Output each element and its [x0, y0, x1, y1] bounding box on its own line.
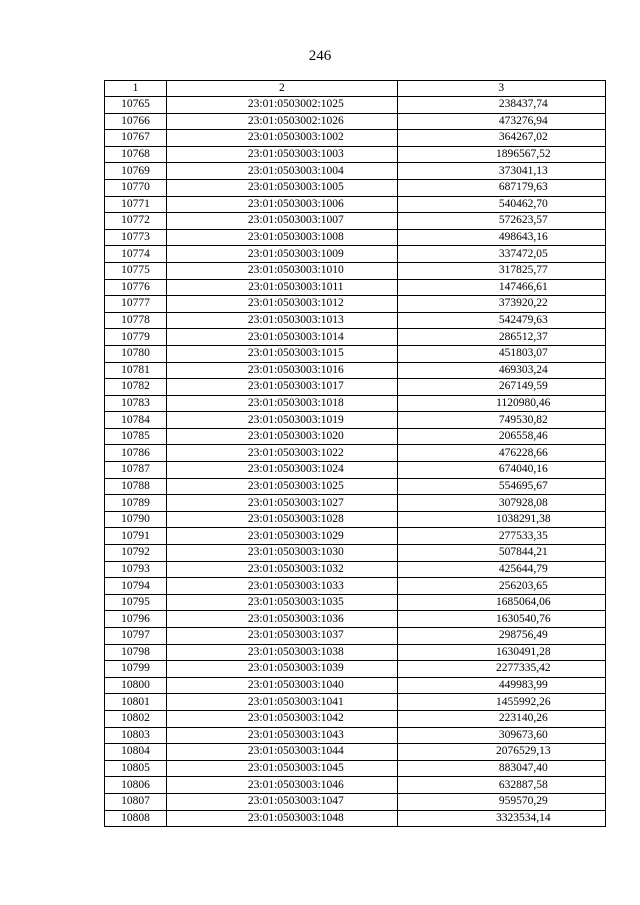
row-number-cell: 10803 — [105, 727, 167, 744]
value-cell: 238437,74 — [397, 97, 605, 114]
value-cell: 674040,16 — [397, 462, 605, 479]
cadastral-number-cell: 23:01:0503003:1042 — [167, 710, 397, 727]
table-row — [105, 710, 606, 727]
row-number-cell: 10777 — [105, 296, 167, 313]
table-row — [105, 246, 606, 263]
value-cell: 1038291,38 — [397, 511, 605, 528]
page-number: 246 — [308, 48, 332, 64]
row-number-cell: 10769 — [105, 163, 167, 180]
row-number-cell: 10768 — [105, 146, 167, 163]
value-cell: 451803,07 — [397, 345, 605, 362]
row-number-cell: 10800 — [105, 677, 167, 694]
row-number-cell: 10797 — [105, 628, 167, 645]
row-number-cell: 10773 — [105, 229, 167, 246]
cadastral-number-cell: 23:01:0503003:1019 — [167, 412, 397, 429]
cadastral-number-cell: 23:01:0503003:1006 — [167, 196, 397, 213]
table-row — [105, 744, 606, 761]
cadastral-number-cell: 23:01:0503003:1013 — [167, 312, 397, 329]
cadastral-number-cell: 23:01:0503003:1048 — [167, 810, 397, 827]
cadastral-number-cell: 23:01:0503002:1025 — [167, 97, 397, 114]
table-row — [105, 694, 606, 711]
table-row — [105, 760, 606, 777]
row-number-cell: 10775 — [105, 262, 167, 279]
table-row — [105, 810, 606, 827]
value-cell: 449983,99 — [397, 677, 605, 694]
value-cell: 1120980,46 — [397, 395, 605, 412]
cadastral-number-cell: 23:01:0503003:1017 — [167, 379, 397, 396]
value-cell: 373041,13 — [397, 163, 605, 180]
cadastral-number-cell: 23:01:0503003:1012 — [167, 296, 397, 313]
value-cell: 425644,79 — [397, 561, 605, 578]
table-row — [105, 196, 606, 213]
table-row — [105, 345, 606, 362]
value-cell: 307928,08 — [397, 495, 605, 512]
table-header-row — [105, 81, 606, 97]
row-number-cell: 10778 — [105, 312, 167, 329]
table-row — [105, 229, 606, 246]
row-number-cell: 10794 — [105, 578, 167, 595]
value-cell: 317825,77 — [397, 262, 605, 279]
table-row — [105, 428, 606, 445]
value-cell: 2277335,42 — [397, 661, 605, 678]
table-row — [105, 644, 606, 661]
row-number-cell: 10796 — [105, 611, 167, 628]
cadastral-number-cell: 23:01:0503003:1003 — [167, 146, 397, 163]
value-cell: 267149,59 — [397, 379, 605, 396]
cadastral-number-cell: 23:01:0503003:1045 — [167, 760, 397, 777]
table-row — [105, 395, 606, 412]
value-cell: 2076529,13 — [397, 744, 605, 761]
row-number-cell: 10806 — [105, 777, 167, 794]
table-row — [105, 561, 606, 578]
cadastral-number-cell: 23:01:0503003:1007 — [167, 213, 397, 230]
table-row — [105, 379, 606, 396]
value-cell: 223140,26 — [397, 710, 605, 727]
row-number-cell: 10765 — [105, 97, 167, 114]
cadastral-number-cell: 23:01:0503003:1028 — [167, 511, 397, 528]
value-cell: 1630491,28 — [397, 644, 605, 661]
value-cell: 542479,63 — [397, 312, 605, 329]
row-number-cell: 10795 — [105, 594, 167, 611]
row-number-cell: 10766 — [105, 113, 167, 130]
cadastral-number-cell: 23:01:0503003:1004 — [167, 163, 397, 180]
cadastral-number-cell: 23:01:0503003:1033 — [167, 578, 397, 595]
table-row — [105, 777, 606, 794]
row-number-cell: 10782 — [105, 379, 167, 396]
table-row — [105, 329, 606, 346]
row-number-cell: 10790 — [105, 511, 167, 528]
table-row — [105, 661, 606, 678]
value-cell: 206558,46 — [397, 428, 605, 445]
table-row — [105, 213, 606, 230]
row-number-cell: 10772 — [105, 213, 167, 230]
value-cell: 147466,61 — [397, 279, 605, 296]
cadastral-number-cell: 23:01:0503003:1020 — [167, 428, 397, 445]
table-row — [105, 511, 606, 528]
row-number-cell: 10784 — [105, 412, 167, 429]
table-row — [105, 279, 606, 296]
table-row — [105, 362, 606, 379]
table-row — [105, 412, 606, 429]
row-number-cell: 10792 — [105, 545, 167, 562]
table-row — [105, 594, 606, 611]
value-cell: 632887,58 — [397, 777, 605, 794]
row-number-cell: 10783 — [105, 395, 167, 412]
table-row — [105, 578, 606, 595]
cadastral-number-cell: 23:01:0503003:1029 — [167, 528, 397, 545]
cadastral-number-cell: 23:01:0503003:1043 — [167, 727, 397, 744]
cadastral-number-cell: 23:01:0503003:1047 — [167, 793, 397, 810]
cadastral-number-cell: 23:01:0503003:1039 — [167, 661, 397, 678]
row-number-cell: 10787 — [105, 462, 167, 479]
table-row — [105, 445, 606, 462]
table-row — [105, 163, 606, 180]
value-cell: 309673,60 — [397, 727, 605, 744]
cadastral-number-cell: 23:01:0503003:1008 — [167, 229, 397, 246]
table-body — [105, 97, 606, 827]
value-cell: 373920,22 — [397, 296, 605, 313]
row-number-cell: 10779 — [105, 329, 167, 346]
row-number-cell: 10805 — [105, 760, 167, 777]
column-header-3: 3 — [397, 81, 605, 97]
value-cell: 286512,37 — [397, 329, 605, 346]
cadastral-number-cell: 23:01:0503003:1010 — [167, 262, 397, 279]
row-number-cell: 10788 — [105, 478, 167, 495]
column-header-2: 2 — [167, 81, 397, 97]
value-cell: 298756,49 — [397, 628, 605, 645]
value-cell: 337472,05 — [397, 246, 605, 263]
cadastral-number-cell: 23:01:0503003:1046 — [167, 777, 397, 794]
cadastral-number-cell: 23:01:0503003:1022 — [167, 445, 397, 462]
row-number-cell: 10799 — [105, 661, 167, 678]
row-number-cell: 10804 — [105, 744, 167, 761]
cadastral-number-cell: 23:01:0503003:1037 — [167, 628, 397, 645]
column-header-1: 1 — [105, 81, 167, 97]
table-row — [105, 179, 606, 196]
value-cell: 476228,66 — [397, 445, 605, 462]
cadastral-number-cell: 23:01:0503003:1018 — [167, 395, 397, 412]
row-number-cell: 10781 — [105, 362, 167, 379]
value-cell: 883047,40 — [397, 760, 605, 777]
cadastral-number-cell: 23:01:0503003:1035 — [167, 594, 397, 611]
cadastral-number-cell: 23:01:0503003:1027 — [167, 495, 397, 512]
value-cell: 1455992,26 — [397, 694, 605, 711]
cadastral-number-cell: 23:01:0503003:1040 — [167, 677, 397, 694]
cadastral-number-cell: 23:01:0503003:1002 — [167, 130, 397, 147]
cadastral-number-cell: 23:01:0503002:1026 — [167, 113, 397, 130]
row-number-cell: 10791 — [105, 528, 167, 545]
table-row — [105, 462, 606, 479]
row-number-cell: 10789 — [105, 495, 167, 512]
value-cell: 572623,57 — [397, 213, 605, 230]
value-cell: 554695,67 — [397, 478, 605, 495]
row-number-cell: 10793 — [105, 561, 167, 578]
cadastral-number-cell: 23:01:0503003:1032 — [167, 561, 397, 578]
cadastral-number-cell: 23:01:0503003:1036 — [167, 611, 397, 628]
cadastral-number-cell: 23:01:0503003:1024 — [167, 462, 397, 479]
cadastral-number-cell: 23:01:0503003:1025 — [167, 478, 397, 495]
table-row — [105, 478, 606, 495]
cadastral-number-cell: 23:01:0503003:1005 — [167, 179, 397, 196]
row-number-cell: 10774 — [105, 246, 167, 263]
cadastral-number-cell: 23:01:0503003:1038 — [167, 644, 397, 661]
table-row — [105, 262, 606, 279]
table-row — [105, 545, 606, 562]
row-number-cell: 10786 — [105, 445, 167, 462]
cadastral-number-cell: 23:01:0503003:1041 — [167, 694, 397, 711]
row-number-cell: 10808 — [105, 810, 167, 827]
row-number-cell: 10780 — [105, 345, 167, 362]
cadastral-number-cell: 23:01:0503003:1011 — [167, 279, 397, 296]
value-cell: 498643,16 — [397, 229, 605, 246]
cadastral-number-cell: 23:01:0503003:1016 — [167, 362, 397, 379]
row-number-cell: 10785 — [105, 428, 167, 445]
row-number-cell: 10776 — [105, 279, 167, 296]
table-row — [105, 677, 606, 694]
row-number-cell: 10770 — [105, 179, 167, 196]
value-cell: 256203,65 — [397, 578, 605, 595]
row-number-cell: 10807 — [105, 793, 167, 810]
table-row — [105, 628, 606, 645]
cadastral-number-cell: 23:01:0503003:1044 — [167, 744, 397, 761]
value-cell: 1896567,52 — [397, 146, 605, 163]
table-row — [105, 130, 606, 147]
value-cell: 469303,24 — [397, 362, 605, 379]
table-row — [105, 727, 606, 744]
table-row — [105, 312, 606, 329]
row-number-cell: 10802 — [105, 710, 167, 727]
row-number-cell: 10767 — [105, 130, 167, 147]
table-row — [105, 97, 606, 114]
value-cell: 540462,70 — [397, 196, 605, 213]
table-row — [105, 146, 606, 163]
table-row — [105, 113, 606, 130]
value-cell: 687179,63 — [397, 179, 605, 196]
row-number-cell: 10771 — [105, 196, 167, 213]
value-cell: 3323534,14 — [397, 810, 605, 827]
value-cell: 277533,35 — [397, 528, 605, 545]
value-cell: 959570,29 — [397, 793, 605, 810]
value-cell: 1630540,76 — [397, 611, 605, 628]
value-cell: 1685064,06 — [397, 594, 605, 611]
table-row — [105, 793, 606, 810]
row-number-cell: 10798 — [105, 644, 167, 661]
row-number-cell: 10801 — [105, 694, 167, 711]
table-row — [105, 611, 606, 628]
cadastral-number-cell: 23:01:0503003:1030 — [167, 545, 397, 562]
cadastral-number-cell: 23:01:0503003:1009 — [167, 246, 397, 263]
value-cell: 749530,82 — [397, 412, 605, 429]
cadastral-number-cell: 23:01:0503003:1015 — [167, 345, 397, 362]
value-cell: 507844,21 — [397, 545, 605, 562]
value-cell: 364267,02 — [397, 130, 605, 147]
data-table — [104, 80, 606, 827]
table-row — [105, 528, 606, 545]
table-row — [105, 296, 606, 313]
cadastral-number-cell: 23:01:0503003:1014 — [167, 329, 397, 346]
table-row — [105, 495, 606, 512]
value-cell: 473276,94 — [397, 113, 605, 130]
